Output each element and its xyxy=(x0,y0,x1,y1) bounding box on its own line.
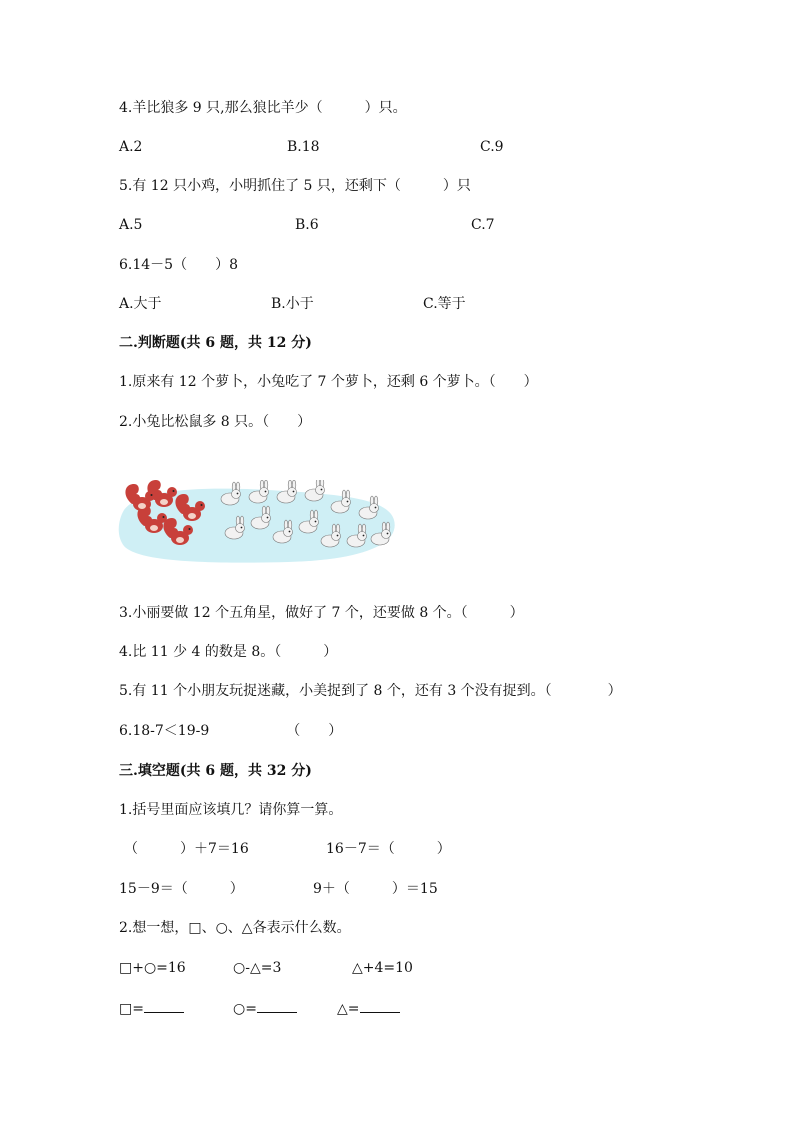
tf-item-6: 6.18-7＜19-9 （ ） xyxy=(119,723,343,739)
fill-question-2-equations xyxy=(0,959,794,977)
section-heading-true-false: 二.判断题(共 6 题，共 12 分) xyxy=(119,335,312,351)
option-a: A.2 xyxy=(119,139,143,155)
equation-4: 9＋（ ）＝15 xyxy=(313,881,438,897)
answer-square-blank[interactable] xyxy=(144,998,184,1013)
option-c: C.9 xyxy=(480,139,504,155)
answer-circle xyxy=(233,998,297,1018)
equation-triangle: △+4=10 xyxy=(352,960,413,976)
question-5: 5.有 12 只小鸡，小明抓住了 5 只，还剩下（ ）只 xyxy=(119,178,471,194)
answer-triangle-label: △= xyxy=(337,1001,360,1017)
tf-item-2: 2.小兔比松鼠多 8 只。（ ） xyxy=(119,414,312,430)
equation-2: 16－7＝（ ） xyxy=(326,841,451,857)
question-4-options xyxy=(0,138,794,156)
equation-1: （ ）＋7＝16 xyxy=(124,841,249,857)
answer-square-label: □= xyxy=(119,1001,144,1017)
fill-question-2-answers xyxy=(0,998,794,1016)
fill-question-1: 1.括号里面应该填几？请你算一算。 xyxy=(119,802,343,818)
equation-3: 15－9＝（ ） xyxy=(119,881,244,897)
tf-item-4: 4.比 11 少 4 的数是 8。（ ） xyxy=(119,644,338,660)
fill-question-1-row-2 xyxy=(0,880,794,898)
option-c: C.7 xyxy=(471,217,495,233)
equation-circle-triangle: ○-△=3 xyxy=(233,960,282,976)
option-b: B.小于 xyxy=(271,296,314,312)
question-6: 6.14－5（ ）8 xyxy=(119,257,238,273)
option-c: C.等于 xyxy=(423,296,466,312)
answer-circle-label: ○= xyxy=(233,1001,257,1017)
rabbit-icon xyxy=(305,480,325,501)
question-5-options xyxy=(0,216,794,234)
answer-triangle-blank[interactable] xyxy=(360,998,400,1013)
question-6-options xyxy=(0,295,794,313)
tf-item-3: 3.小丽要做 12 个五角星，做好了 7 个，还要做 8 个。（ ） xyxy=(119,605,524,621)
tf-item-1: 1.原来有 12 个萝卜，小兔吃了 7 个萝卜，还剩 6 个萝卜。（ ） xyxy=(119,374,538,390)
answer-square xyxy=(119,998,184,1018)
option-b: B.18 xyxy=(287,139,320,155)
option-a: A.大于 xyxy=(119,296,162,312)
fill-question-1-row-1 xyxy=(0,840,794,858)
equation-square-circle: □+○=16 xyxy=(119,960,186,976)
squirrels-and-rabbits-picture xyxy=(118,480,398,566)
tf-item-5: 5.有 11 个小朋友玩捉迷藏，小美捉到了 8 个，还有 3 个没有捉到。（ ） xyxy=(119,683,622,699)
option-b: B.6 xyxy=(295,217,319,233)
fill-question-2: 2.想一想，□、○、△各表示什么数。 xyxy=(119,920,351,936)
question-4: 4.羊比狼多 9 只,那么狼比羊少（ ）只。 xyxy=(119,100,407,116)
option-a: A.5 xyxy=(119,217,143,233)
answer-triangle xyxy=(337,998,400,1018)
section-heading-fill-in: 三.填空题(共 6 题，共 32 分) xyxy=(119,763,312,779)
answer-circle-blank[interactable] xyxy=(257,998,297,1013)
